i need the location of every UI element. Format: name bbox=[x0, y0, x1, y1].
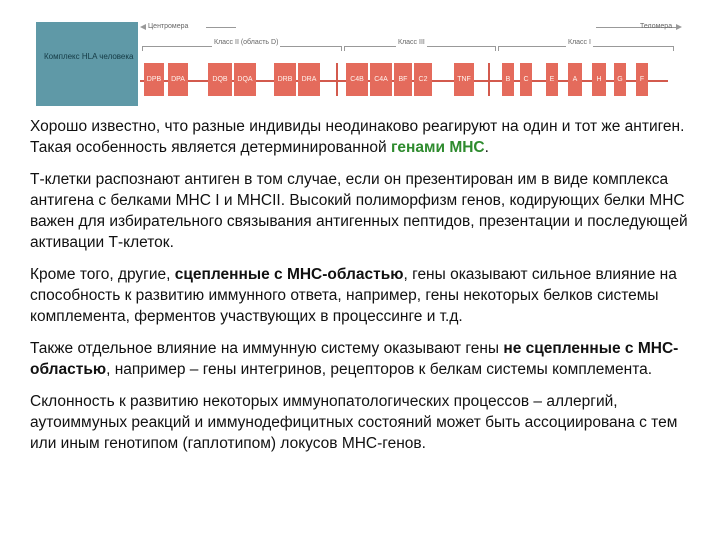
axis-line-left bbox=[206, 27, 236, 28]
gene-box: F bbox=[636, 63, 648, 96]
gene-box: DPA bbox=[168, 63, 188, 96]
unlinked-mhc-bold: не сцепленные с МНС-областью bbox=[30, 340, 679, 378]
break-mark bbox=[488, 63, 490, 96]
gene-box: E bbox=[546, 63, 558, 96]
centromere-label: Центромера bbox=[148, 23, 189, 30]
class2-label: Класс II (область D) bbox=[214, 39, 279, 46]
gene-box: C2 bbox=[414, 63, 432, 96]
class1-label: Класс I bbox=[568, 39, 591, 46]
class3-label: Класс III bbox=[398, 39, 425, 46]
gene-box: C4A bbox=[370, 63, 392, 96]
hla-map-diagram bbox=[36, 18, 686, 108]
gene-box: DRB bbox=[274, 63, 296, 96]
gene-box: DPB bbox=[144, 63, 164, 96]
linked-mhc-bold: сцепленные с МНС-областью bbox=[174, 266, 404, 283]
gene-box: BF bbox=[394, 63, 412, 96]
break-mark bbox=[336, 63, 338, 96]
gene-box: B bbox=[502, 63, 514, 96]
genes-mhc-highlight: генами МНС bbox=[390, 139, 485, 156]
gene-box: DQB bbox=[208, 63, 232, 96]
hla-box bbox=[36, 22, 138, 106]
gene-box: G bbox=[614, 63, 626, 96]
centromere-arrow-icon bbox=[140, 24, 146, 30]
paragraph-3: Кроме того, другие, сцепленные с МНС-областью, гены оказывают сильное влияние на способность к развитию иммунного ответа, например, гены некоторых белков системы комплемента, ферментов участвующих в процессинге и т.д. bbox=[30, 266, 677, 325]
paragraph-1: Хорошо известно, что разные индивиды неодинаково реагируют на один и тот же антиген. Такая особенность является детерминированной генами МНС. bbox=[30, 118, 685, 156]
gene-box: C bbox=[520, 63, 532, 96]
gene-box: A bbox=[568, 63, 582, 96]
telomere-arrow-icon bbox=[676, 24, 682, 30]
telomere-label: Теломера bbox=[640, 23, 673, 30]
paragraph-5: Склонность к развитию некоторых иммунопатологических процессов – аллергий, аутоиммуных реакций и иммунодефицитных состояний может быть ассоциирована с тем или иным генотипом (гаплотипом) локусов МНС-генов. bbox=[30, 393, 678, 452]
hla-box-label: Комплекс HLA человека bbox=[44, 52, 134, 61]
paragraph-2: Т-клетки распознают антиген в том случае, если он презентирован им в виде комплекса антигена с белками МНС I и МНСII. Высокий полиморфизм генов, кодирующих белки МНС важен для избирательного связывания антигенных пептидов, презентации и последующей активации Т-клеток. bbox=[30, 171, 688, 251]
gene-box: DQA bbox=[234, 63, 256, 96]
paragraph-4: Также отдельное влияние на иммунную систему оказывают гены не сцепленные с МНС-областью, например – гены интегринов, рецепторов к белкам системы комплемента. bbox=[30, 340, 679, 378]
gene-box: TNF bbox=[454, 63, 474, 96]
gene-box: H bbox=[592, 63, 606, 96]
gene-box: C4B bbox=[346, 63, 368, 96]
gene-box: DRA bbox=[298, 63, 320, 96]
text-body bbox=[30, 116, 696, 465]
